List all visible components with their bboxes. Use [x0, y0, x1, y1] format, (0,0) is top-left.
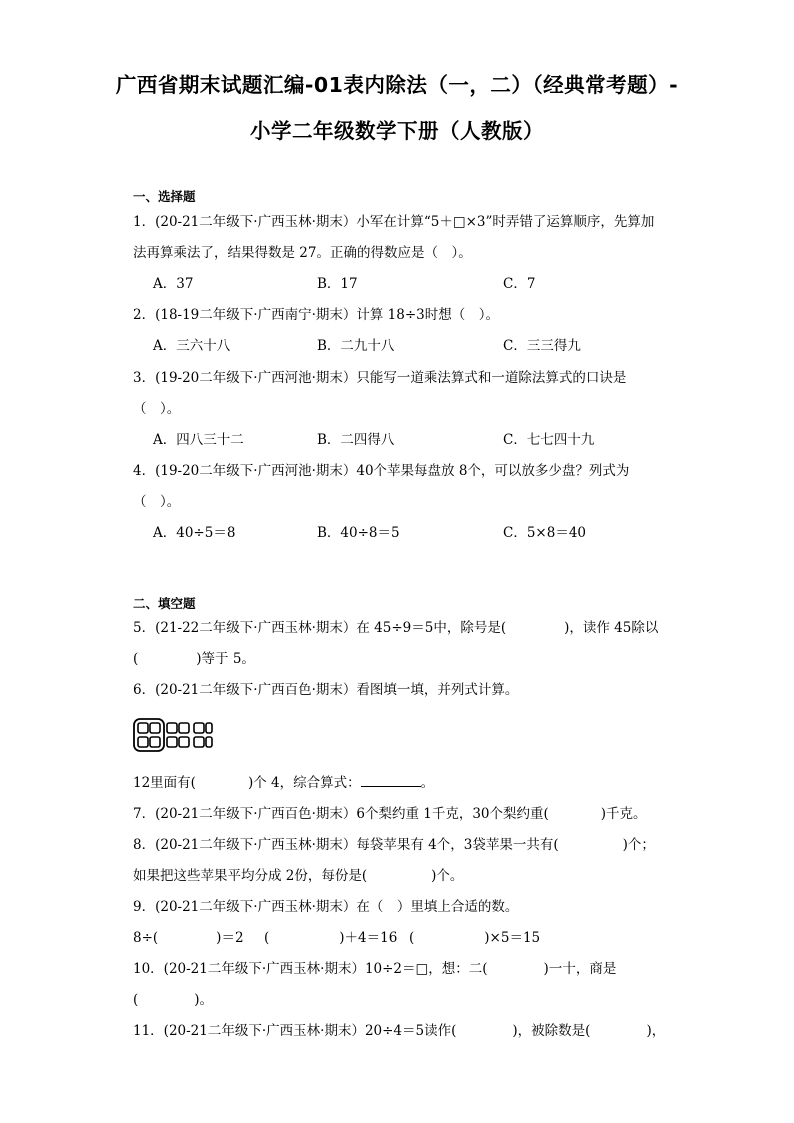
question-4-line-1: 4．(19-20二年级下·广西河池·期末）40个苹果每盘放 8个，可以放多少盘？列式为	[133, 463, 630, 479]
question-1-line-2: 法再算乘法了，结果得数是 27。正确的得数应是（ ）。	[133, 245, 472, 261]
section-heading-fill: 二、填空题	[133, 596, 196, 611]
question-2-option-a: A．三六十八	[153, 338, 231, 354]
equation-text: (	[409, 930, 415, 946]
question-8-text-d: )个。	[431, 868, 464, 884]
question-5-text-b: )，读作 45除以	[564, 620, 659, 636]
question-1-option-b: B．17	[317, 276, 358, 292]
question-6-text-c: 。	[420, 775, 435, 791]
question-3-line-2: （ ）。	[133, 401, 181, 417]
question-5-text-a: 5．(21-22二年级下·广西玉林·期末）在 45÷9＝5中，除号是(	[133, 620, 507, 636]
question-5-text-c: (	[133, 651, 139, 667]
document-title-line-2: 小学二年级数学下册（人教版）	[250, 119, 544, 143]
equation-text: (	[264, 930, 270, 946]
question-3-option-c: C．七七四十九	[503, 432, 595, 448]
question-1-line-1: 1．(20-21二年级下·广西玉林·期末）小军在计算“5＋□×3”时弄错了运算顺序，先算加	[133, 214, 655, 230]
equation-text: 8÷(	[133, 930, 159, 946]
question-9-equation-2	[264, 929, 397, 947]
question-4-line-2: （ ）。	[133, 494, 181, 510]
question-11-text-c: )，	[646, 1023, 666, 1039]
question-5-text-d: )等于 5。	[196, 651, 255, 667]
question-4-option-c: C．5×8＝40	[503, 525, 586, 541]
question-9-line-1: 9．(20-21二年级下·广西玉林·期末）在（ ）里填上合适的数。	[133, 899, 519, 915]
question-10-line-1	[133, 960, 616, 978]
question-2-line-1: 2．(18-19二年级下·广西南宁·期末）计算 18÷3时想（ ）。	[133, 307, 499, 323]
question-11-text-a: 11．(20-21二年级下·广西玉林·期末）20÷4＝5读作(	[133, 1023, 457, 1039]
egg-tray-icon	[133, 718, 213, 752]
question-9-equation-1	[133, 929, 244, 947]
question-6-text-a: 12里面有(	[133, 775, 196, 791]
question-1-option-c: C．7	[503, 276, 536, 292]
question-8-line-2	[133, 867, 463, 885]
question-4-option-a: A．40÷5＝8	[153, 525, 236, 541]
question-10-text-d: )。	[194, 992, 214, 1008]
question-9-equation-3	[409, 929, 540, 947]
question-7-line-1	[133, 805, 647, 823]
question-5-line-2	[133, 650, 255, 668]
question-1-option-a: A．37	[153, 276, 194, 292]
question-8-line-1	[133, 836, 655, 854]
question-6-text-b: )个 4，综合算式：	[247, 775, 361, 791]
question-10-text-c: (	[133, 992, 139, 1008]
answer-underline[interactable]	[361, 774, 421, 787]
question-7-text-a: 7．(20-21二年级下·广西百色·期末）6个梨约重 1千克，30个梨约重(	[133, 806, 549, 822]
question-11-line-1	[133, 1022, 665, 1040]
question-3-option-a: A．四八三十二	[153, 432, 244, 448]
question-11-text-b: )，被除数是(	[512, 1023, 591, 1039]
question-2-option-c: C．三三得九	[503, 338, 581, 354]
question-2-option-b: B．二九十八	[317, 338, 395, 354]
equation-text: )＝2	[216, 930, 244, 946]
section-heading-choice: 一、选择题	[133, 189, 196, 204]
question-10-line-2	[133, 991, 213, 1009]
question-4-option-b: B．40÷8＝5	[317, 525, 400, 541]
question-5-line-1	[133, 619, 658, 637]
question-8-text-a: 8．(20-21二年级下·广西玉林·期末）每袋苹果有 4个，3袋苹果一共有(	[133, 837, 559, 853]
question-6-line-1: 6．(20-21二年级下·广西百色·期末）看图填一填，并列式计算。	[133, 682, 519, 698]
equation-text: )×5＝15	[484, 930, 541, 946]
equation-text: )＋4＝16	[339, 930, 398, 946]
question-3-option-b: B．二四得八	[317, 432, 395, 448]
question-8-text-c: 如果把这些苹果平均分成 2份，每份是(	[133, 868, 368, 884]
question-6-line-2	[133, 774, 434, 792]
question-10-text-a: 10．(20-21二年级下·广西玉林·期末）10÷2＝□，想：二(	[133, 961, 488, 977]
question-7-text-b: )千克。	[600, 806, 647, 822]
question-10-text-b: )一十，商是	[543, 961, 617, 977]
question-8-text-b: )个；	[622, 837, 655, 853]
question-3-line-1: 3．(19-20二年级下·广西河池·期末）只能写一道乘法算式和一道除法算式的口诀是	[133, 370, 627, 386]
document-title-line-1: 广西省期末试题汇编-01表内除法（一，二）（经典常考题）-	[115, 73, 679, 97]
